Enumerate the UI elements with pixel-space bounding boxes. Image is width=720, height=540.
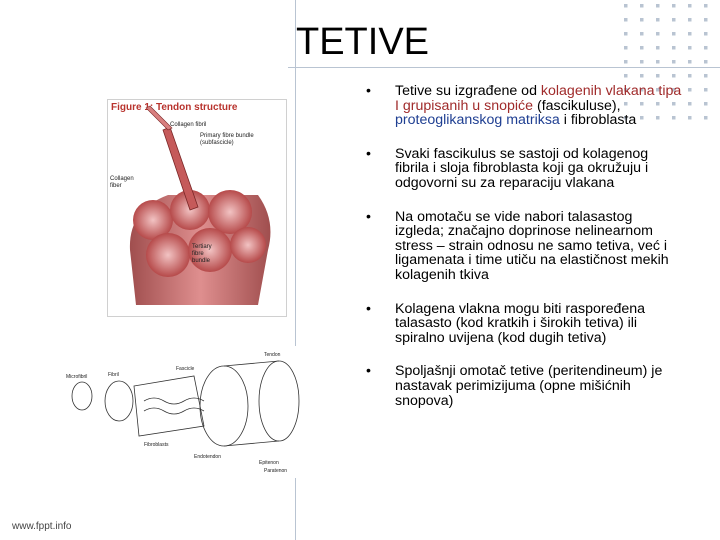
tendon-illustration bbox=[108, 100, 286, 316]
grid-square bbox=[704, 32, 708, 36]
grid-square bbox=[640, 46, 644, 50]
grid-square bbox=[640, 4, 644, 8]
grid-square bbox=[688, 4, 692, 8]
grid-square bbox=[688, 88, 692, 92]
grid-square bbox=[656, 18, 660, 22]
label-fibroblasts: Fibroblasts bbox=[144, 442, 169, 448]
label-fascicle: Fascicle bbox=[176, 366, 195, 372]
label-bundle: bundle bbox=[192, 258, 211, 264]
grid-square bbox=[624, 60, 628, 64]
grid-square bbox=[656, 74, 660, 78]
grid-square bbox=[688, 32, 692, 36]
grid-square bbox=[688, 102, 692, 106]
bullet-text: Svaki fascikulus se sastoji od kolagenog fibrila i sloja fibroblasta koji ga okružuju i odgovorni su za reparaciju vlakana bbox=[395, 145, 649, 191]
grid-square bbox=[624, 32, 628, 36]
label-fibre: fibre bbox=[192, 251, 204, 257]
figure1-title: Figure 1: Tendon structure bbox=[111, 102, 238, 113]
grid-square bbox=[688, 46, 692, 50]
bullet-item bbox=[366, 364, 684, 408]
label-paratenon: Paratenon bbox=[236, 306, 264, 312]
grid-square bbox=[640, 74, 644, 78]
grid-square bbox=[704, 4, 708, 8]
grid-square bbox=[672, 60, 676, 64]
slide-title: TETIVE bbox=[296, 21, 430, 63]
grid-square bbox=[624, 74, 628, 78]
grid-square bbox=[624, 18, 628, 22]
bullet-item bbox=[366, 84, 684, 128]
grid-square bbox=[624, 46, 628, 50]
bullet-text: proteoglikanskog matriksa bbox=[395, 112, 560, 129]
grid-square bbox=[624, 4, 628, 8]
bullet-marker: • bbox=[366, 83, 371, 99]
bullet-marker: • bbox=[366, 300, 371, 317]
grid-square bbox=[688, 60, 692, 64]
bullet-list bbox=[366, 84, 684, 427]
bullet-item bbox=[366, 210, 684, 283]
bullet-text: Na omotaču se vide nabori talasastog izgleda; značajno doprinose nelinearnom stress – strain odnosu ne samo tetiva, već i ligamenata i time utiču na elastičnost mekih kolagenih tkiva bbox=[395, 208, 669, 283]
grid-square bbox=[656, 60, 660, 64]
bullet-text: kolagenih vlakana tipa I grupisanih u snopiće bbox=[395, 83, 682, 114]
label-epitenon: Epitenon bbox=[259, 460, 279, 466]
grid-square bbox=[688, 116, 692, 120]
label-fiber: fiber bbox=[110, 183, 122, 189]
grid-square bbox=[688, 74, 692, 78]
grid-square bbox=[704, 102, 708, 106]
label-tendon: Tendon bbox=[264, 352, 281, 358]
grid-square bbox=[704, 46, 708, 50]
bullet-text: Spoljašnji omotač tetive (peritendineum) je nastavak perimizijuma (opne mišićnih snopova) bbox=[395, 363, 663, 409]
grid-square bbox=[672, 74, 676, 78]
bullet-marker: • bbox=[366, 145, 371, 162]
bullet-text: i fibroblasta bbox=[559, 112, 637, 129]
bullet-marker: • bbox=[366, 208, 371, 225]
grid-square bbox=[704, 18, 708, 22]
bullet-item bbox=[366, 302, 684, 346]
grid-square bbox=[656, 46, 660, 50]
label-subfascicle: (subfascicle) bbox=[200, 140, 234, 146]
label-paratenon-2: Paratenon bbox=[264, 468, 288, 474]
grid-square bbox=[656, 32, 660, 36]
label-endotendon: Endotendon bbox=[194, 454, 221, 460]
grid-square bbox=[672, 18, 676, 22]
label-collagen-fibril: Collagen fibril bbox=[170, 122, 207, 128]
label-tertiary: Tertiary bbox=[192, 244, 212, 250]
label-collagen: Collagen bbox=[110, 176, 134, 182]
bullet-text: Kolagena vlakna mogu biti raspoređena talasasto (kod kratkih i širokih tetiva) ili spiralno uvijena (kod dugih tetiva) bbox=[395, 300, 646, 346]
grid-square bbox=[672, 4, 676, 8]
label-microfibril: Microfibril bbox=[66, 374, 88, 380]
grid-square bbox=[640, 18, 644, 22]
grid-square bbox=[672, 32, 676, 36]
tendon-hierarchy-drawing bbox=[64, 346, 304, 478]
bullet-text: (fascikuluse), bbox=[533, 97, 621, 114]
bullet-item bbox=[366, 147, 684, 191]
footer-url: www.fppt.info bbox=[12, 521, 72, 532]
label-primary-bundle: Primary fibre bundle bbox=[200, 133, 254, 139]
grid-square bbox=[688, 18, 692, 22]
bullet-marker: • bbox=[366, 363, 371, 380]
grid-square bbox=[704, 60, 708, 64]
grid-square bbox=[704, 116, 708, 120]
grid-square bbox=[656, 4, 660, 8]
tendon-structure-figure bbox=[107, 99, 287, 317]
label-fibril: Fibril bbox=[108, 372, 119, 378]
bullet-text: Tetive su izgrađene od bbox=[395, 83, 541, 99]
grid-square bbox=[704, 88, 708, 92]
tendon-hierarchy-figure bbox=[64, 346, 304, 478]
grid-square bbox=[672, 46, 676, 50]
grid-square bbox=[704, 74, 708, 78]
grid-square bbox=[640, 60, 644, 64]
grid-square bbox=[640, 32, 644, 36]
